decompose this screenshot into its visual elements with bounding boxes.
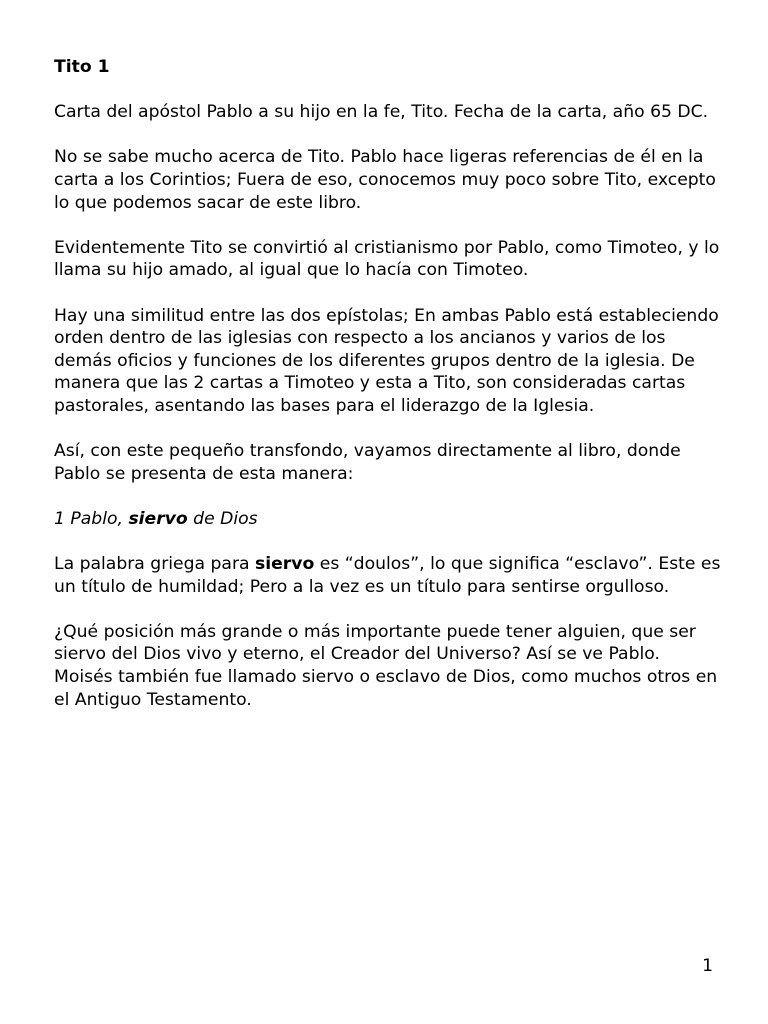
- verse-quote: [54, 508, 724, 531]
- paragraph-transition: Así, con este pequeño transfondo, vayamos directamente al libro, donde Pablo se presenta de esta manera:: [54, 441, 681, 484]
- paragraph-moses: Moisés también fue llamado siervo o esclavo de Dios, como muchos otros en el Antiguo Testamento.: [54, 667, 718, 710]
- verse-keyword: siervo: [128, 508, 188, 529]
- doulos-keyword: siervo: [255, 554, 315, 575]
- paragraph-doulos: [54, 553, 724, 598]
- document-page: [54, 56, 724, 734]
- page-title: Tito 1: [54, 57, 110, 77]
- paragraph-intro: Carta del apóstol Pablo a su hijo en la fe, Tito. Fecha de la carta, año 65 DC.: [54, 102, 709, 123]
- paragraph-conversion: Evidentemente Tito se convirtió al cristianismo por Pablo, como Timoteo, y lo llama su hijo amado, al igual que lo hacía con Timoteo.: [54, 237, 720, 281]
- verse-text-start: 1 Pablo,: [54, 508, 129, 529]
- paragraph-about-tito: No se sabe mucho acerca de Tito. Pablo hace ligeras referencias de él en la carta a los Corintios; Fuera de eso, conocemos muy poco sobre Tito, excepto lo que podemos sacar de este libro.: [54, 147, 716, 213]
- paragraph-similarity: Hay una similitud entre las dos epístolas; En ambas Pablo está estableciendo orden dentro de las iglesias con respecto a los ancianos y varios de los demás oficios y funciones de los diferentes grupos dentro de la iglesia. De manera que las 2 cartas a Timoteo y esta a Tito, son consideradas cartas pastorales, asentando las bases para el liderazgo de la Iglesia.: [54, 305, 719, 416]
- doulos-text-start: La palabra griega para: [54, 554, 256, 575]
- page-number: 1: [702, 956, 713, 976]
- verse-text-end: de Dios: [187, 508, 258, 529]
- doulos-text-end: es “doulos”, lo que significa “esclavo”. Este es un título de humildad; Pero a la vez es un título para sentirse orgulloso.: [54, 554, 721, 597]
- paragraph-position: ¿Qué posición más grande o más importante puede tener alguien, que ser siervo del Dios vivo y eterno, el Creador del Universo? Así se ve Pablo.: [54, 621, 696, 665]
